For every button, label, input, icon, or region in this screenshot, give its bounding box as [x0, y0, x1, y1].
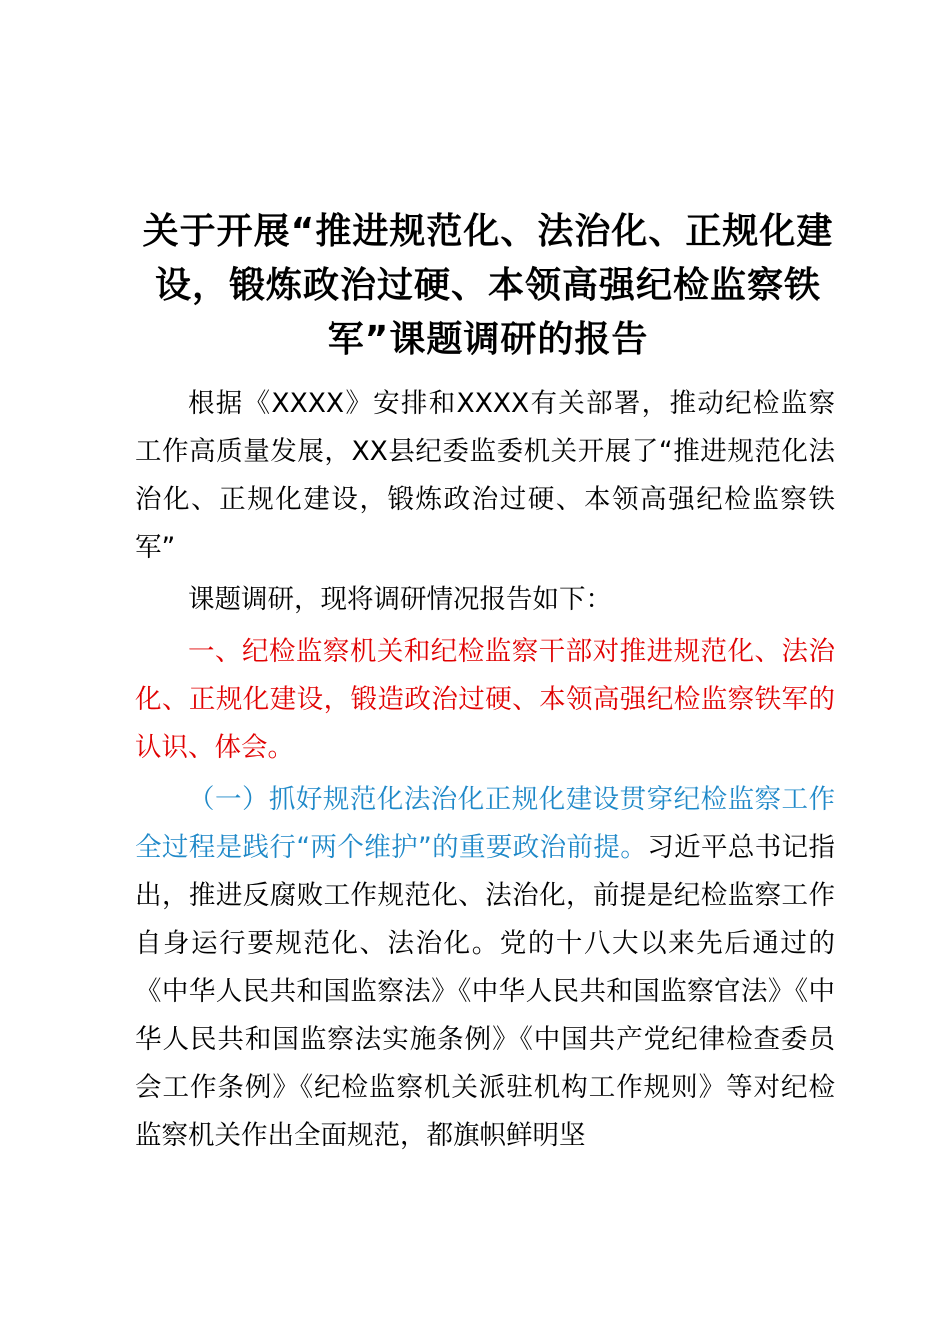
subsection-heading: （一）抓好规范化法治化正规化建设贯穿纪检监察工作全过程是践行“两个维护”的重要政治前提。 [135, 784, 835, 863]
subsection-body: 习近平总书记指出，推进反腐败工作规范化、法治化，前提是纪检监察工作自身运行要规范化、法治化。党的十八大以来先后通过的《中华人民共和国监察法》《中华人民共和国监察官法》《中华人民共和国监察法实施条例》《中国共产党纪律检查委员会工作条例》《纪检监察机关派驻机构工作规则》等对纪检监察机关作出全面规范，都旗帜鲜明坚 [135, 832, 836, 1151]
intro-paragraph-continued: 课题调研，现将调研情况报告如下： [188, 584, 612, 615]
section-heading: 一、纪检监察机关和纪检监察干部对推进规范化、法治化、正规化建设，锻造政治过硬、本领高强纪检监察铁军的认识、体会。 [135, 636, 835, 763]
document-title: 关于开展“推进规范化、法治化、正规化建设，锻炼政治过硬、本领高强纪检监察铁军”课题调研的报告 [142, 211, 834, 360]
intro-paragraph: 根据《XXXX》安排和XXXX有关部署，推动纪检监察工作高质量发展，XX县纪委监委机关开展了“推进规范化法治化、正规化建设，锻炼政治过硬、本领高强纪检监察铁军” [135, 388, 835, 563]
document-body [135, 380, 835, 1164]
subsection-paragraph [135, 776, 835, 1160]
